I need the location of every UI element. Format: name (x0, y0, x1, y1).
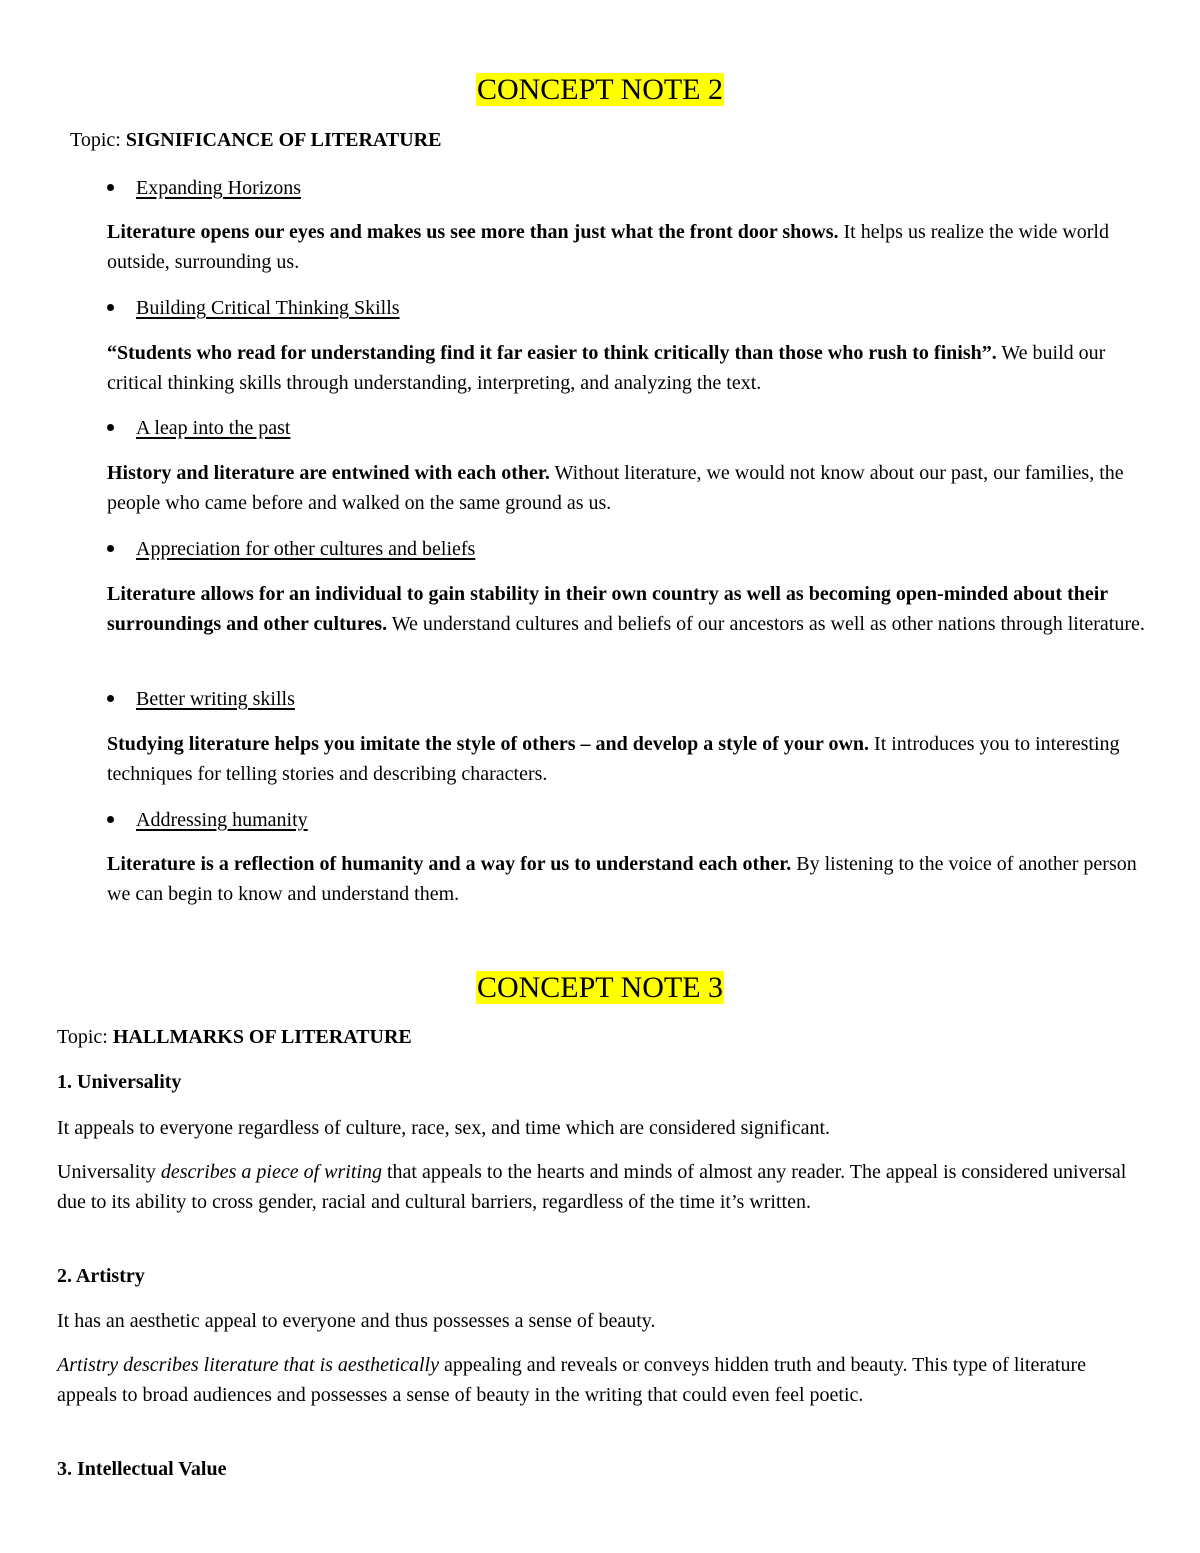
paragraph-writing-skills (107, 729, 1147, 789)
bullet-leap-into-past (107, 414, 290, 442)
bullet-label: Addressing humanity (136, 809, 308, 831)
bullet-expanding-horizons (107, 174, 301, 202)
paragraph-text: We build our critical thinking skills through understanding, interpreting, and analyzing the text. (107, 342, 1106, 394)
paragraph-italic: describes a piece of writing (160, 1161, 382, 1183)
paragraph-text: that appeals to the hearts and minds of almost any reader. The appeal is considered universal due to its ability to cross gender, racial and cultural barriers, regardless of the time it’s written. (57, 1161, 1127, 1213)
paragraph-addressing-humanity (107, 849, 1147, 909)
bullet-label: Appreciation for other cultures and beliefs (136, 538, 476, 560)
concept-note-2-heading (0, 70, 1200, 110)
artistry-paragraph (57, 1350, 1147, 1410)
concept-note-3-heading-text: CONCEPT NOTE 3 (476, 971, 724, 1004)
bullet-dot-icon (107, 545, 114, 552)
bullet-label: Better writing skills (136, 688, 295, 710)
topic-value: HALLMARKS OF LITERATURE (112, 1026, 412, 1048)
concept-note-2-heading-text: CONCEPT NOTE 2 (476, 73, 724, 106)
artistry-line1: It has an aesthetic appeal to everyone and thus possesses a sense of beauty. (57, 1310, 656, 1332)
bullet-dot-icon (107, 424, 114, 431)
concept-note-2-topic (70, 126, 441, 154)
bullet-dot-icon (107, 304, 114, 311)
concept-note-3-heading (0, 968, 1200, 1008)
bullet-label: Building Critical Thinking Skills (136, 297, 400, 319)
paragraph-text: Without literature, we would not know about our past, our families, the people who came before and walked on the same ground as us. (107, 462, 1124, 514)
bullet-dot-icon (107, 816, 114, 823)
concept-note-3-topic (57, 1023, 412, 1051)
paragraph-bold: History and literature are entwined with each other. (107, 462, 550, 484)
bullet-other-cultures (107, 535, 475, 563)
section-universality-title: 1. Universality (57, 1071, 182, 1093)
paragraph-italic: Artistry describes literature that is aesthetically (57, 1354, 439, 1376)
paragraph-text: We understand cultures and beliefs of our ancestors as well as other nations through literature. (387, 613, 1145, 635)
section-artistry-title: 2. Artistry (57, 1265, 145, 1287)
bullet-dot-icon (107, 184, 114, 191)
paragraph-leap-into-past (107, 458, 1147, 518)
paragraph-bold: “Students who read for understanding find it far easier to think critically than those who rush to finish”. (107, 342, 997, 364)
universality-paragraph (57, 1157, 1147, 1217)
bullet-addressing-humanity (107, 806, 308, 834)
paragraph-text: Universality (57, 1161, 161, 1183)
universality-line1: It appeals to everyone regardless of culture, race, sex, and time which are considered significant. (57, 1117, 831, 1139)
paragraph-bold: Literature is a reflection of humanity and a way for us to understand each other. (107, 853, 792, 875)
topic-label: Topic: (70, 129, 126, 151)
paragraph-bold: Literature allows for an individual to gain stability in their own country as well as becoming open-minded about their surroundings and other cultures. (107, 583, 1108, 635)
topic-value: SIGNIFICANCE OF LITERATURE (125, 129, 442, 151)
bullet-label: A leap into the past (136, 417, 291, 439)
bullet-label: Expanding Horizons (136, 177, 301, 199)
topic-label: Topic: (57, 1026, 113, 1048)
bullet-writing-skills (107, 685, 295, 713)
paragraph-text: It helps us realize the wide world outside, surrounding us. (107, 221, 1109, 273)
bullet-critical-thinking (107, 294, 400, 322)
paragraph-bold: Studying literature helps you imitate the style of others – and develop a style of your own. (107, 733, 870, 755)
paragraph-text: appealing and reveals or conveys hidden truth and beauty. This type of literature appeals to broad audiences and possesses a sense of beauty in the writing that could even feel poetic. (57, 1354, 1086, 1406)
paragraph-expanding-horizons (107, 217, 1147, 277)
bullet-dot-icon (107, 695, 114, 702)
paragraph-text: By listening to the voice of another person we can begin to know and understand them. (107, 853, 1137, 905)
paragraph-bold: Literature opens our eyes and makes us see more than just what the front door shows. (107, 221, 839, 243)
section-intellectual-value-title: 3. Intellectual Value (57, 1458, 227, 1480)
paragraph-critical-thinking (107, 338, 1147, 398)
paragraph-text: It introduces you to interesting techniques for telling stories and describing characters. (107, 733, 1120, 785)
paragraph-other-cultures (107, 579, 1147, 639)
